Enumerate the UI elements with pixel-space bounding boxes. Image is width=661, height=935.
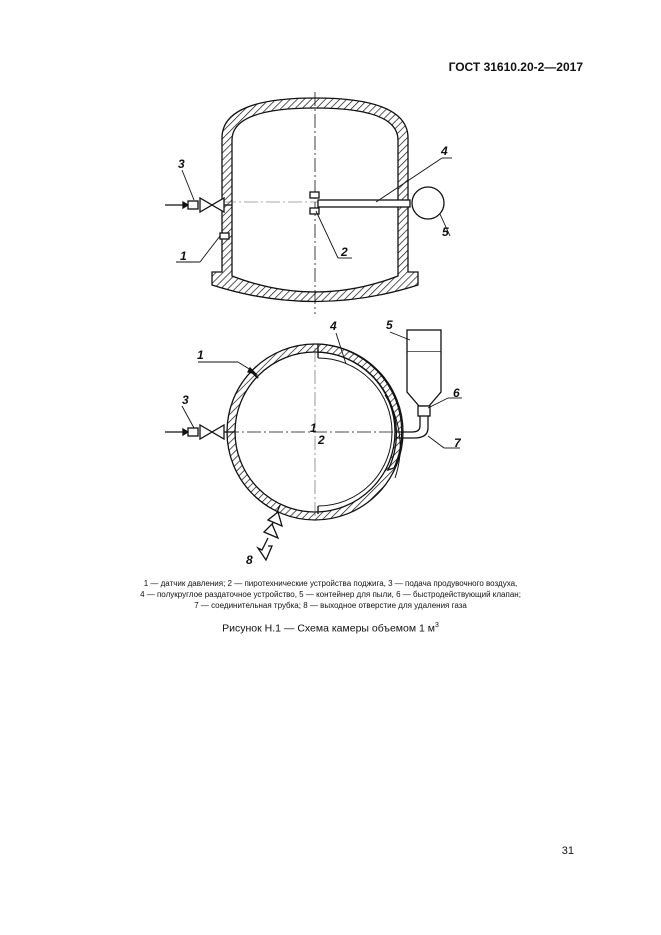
legend-line-3: 7 — соединительная трубка; 8 — выходное отверстие для удаления газа	[194, 601, 467, 610]
caption-superscript: 3	[434, 622, 439, 629]
legend-line-1: 1 — датчик давления; 2 — пиротехнические устройства поджига, 3 — подача продувочного воздуха,	[143, 579, 518, 588]
label-1-center: 1	[310, 421, 317, 435]
figure-caption	[0, 622, 661, 635]
dust-container	[412, 187, 444, 219]
label-2-bottom: 2	[318, 433, 325, 447]
dispersion-tube	[318, 200, 410, 207]
side-view	[165, 92, 452, 314]
igniter	[310, 192, 319, 198]
caption-text: Рисунок Н.1 — Схема камеры объемом 1 м	[222, 622, 435, 635]
label-6: 6	[453, 386, 460, 400]
label-1-top: 1	[180, 249, 187, 263]
label-8: 8	[246, 553, 253, 567]
label-7: 7	[454, 436, 461, 450]
label-5-top: 5	[442, 225, 449, 239]
document-header: ГОСТ 31610.20-2—2017	[448, 60, 583, 74]
label-3-top: 3	[178, 157, 185, 171]
label-1-bottom: 1	[197, 348, 204, 362]
label-3-bottom: 3	[182, 393, 189, 407]
label-4-bottom: 4	[330, 319, 337, 333]
label-4-top: 4	[441, 144, 448, 158]
label-2-top: 2	[341, 245, 348, 259]
top-view	[165, 330, 462, 560]
top-dust-container	[407, 330, 441, 352]
page-number: 31	[561, 845, 574, 857]
pressure-sensor	[220, 233, 229, 239]
label-5-bottom: 5	[386, 318, 393, 332]
air-inlet	[188, 201, 198, 209]
figure-legend	[60, 578, 601, 611]
legend-line-2: 4 — полукруглое раздаточное устройство, 5 — контейнер для пыли, 6 — быстродействующий клапан;	[140, 590, 521, 599]
